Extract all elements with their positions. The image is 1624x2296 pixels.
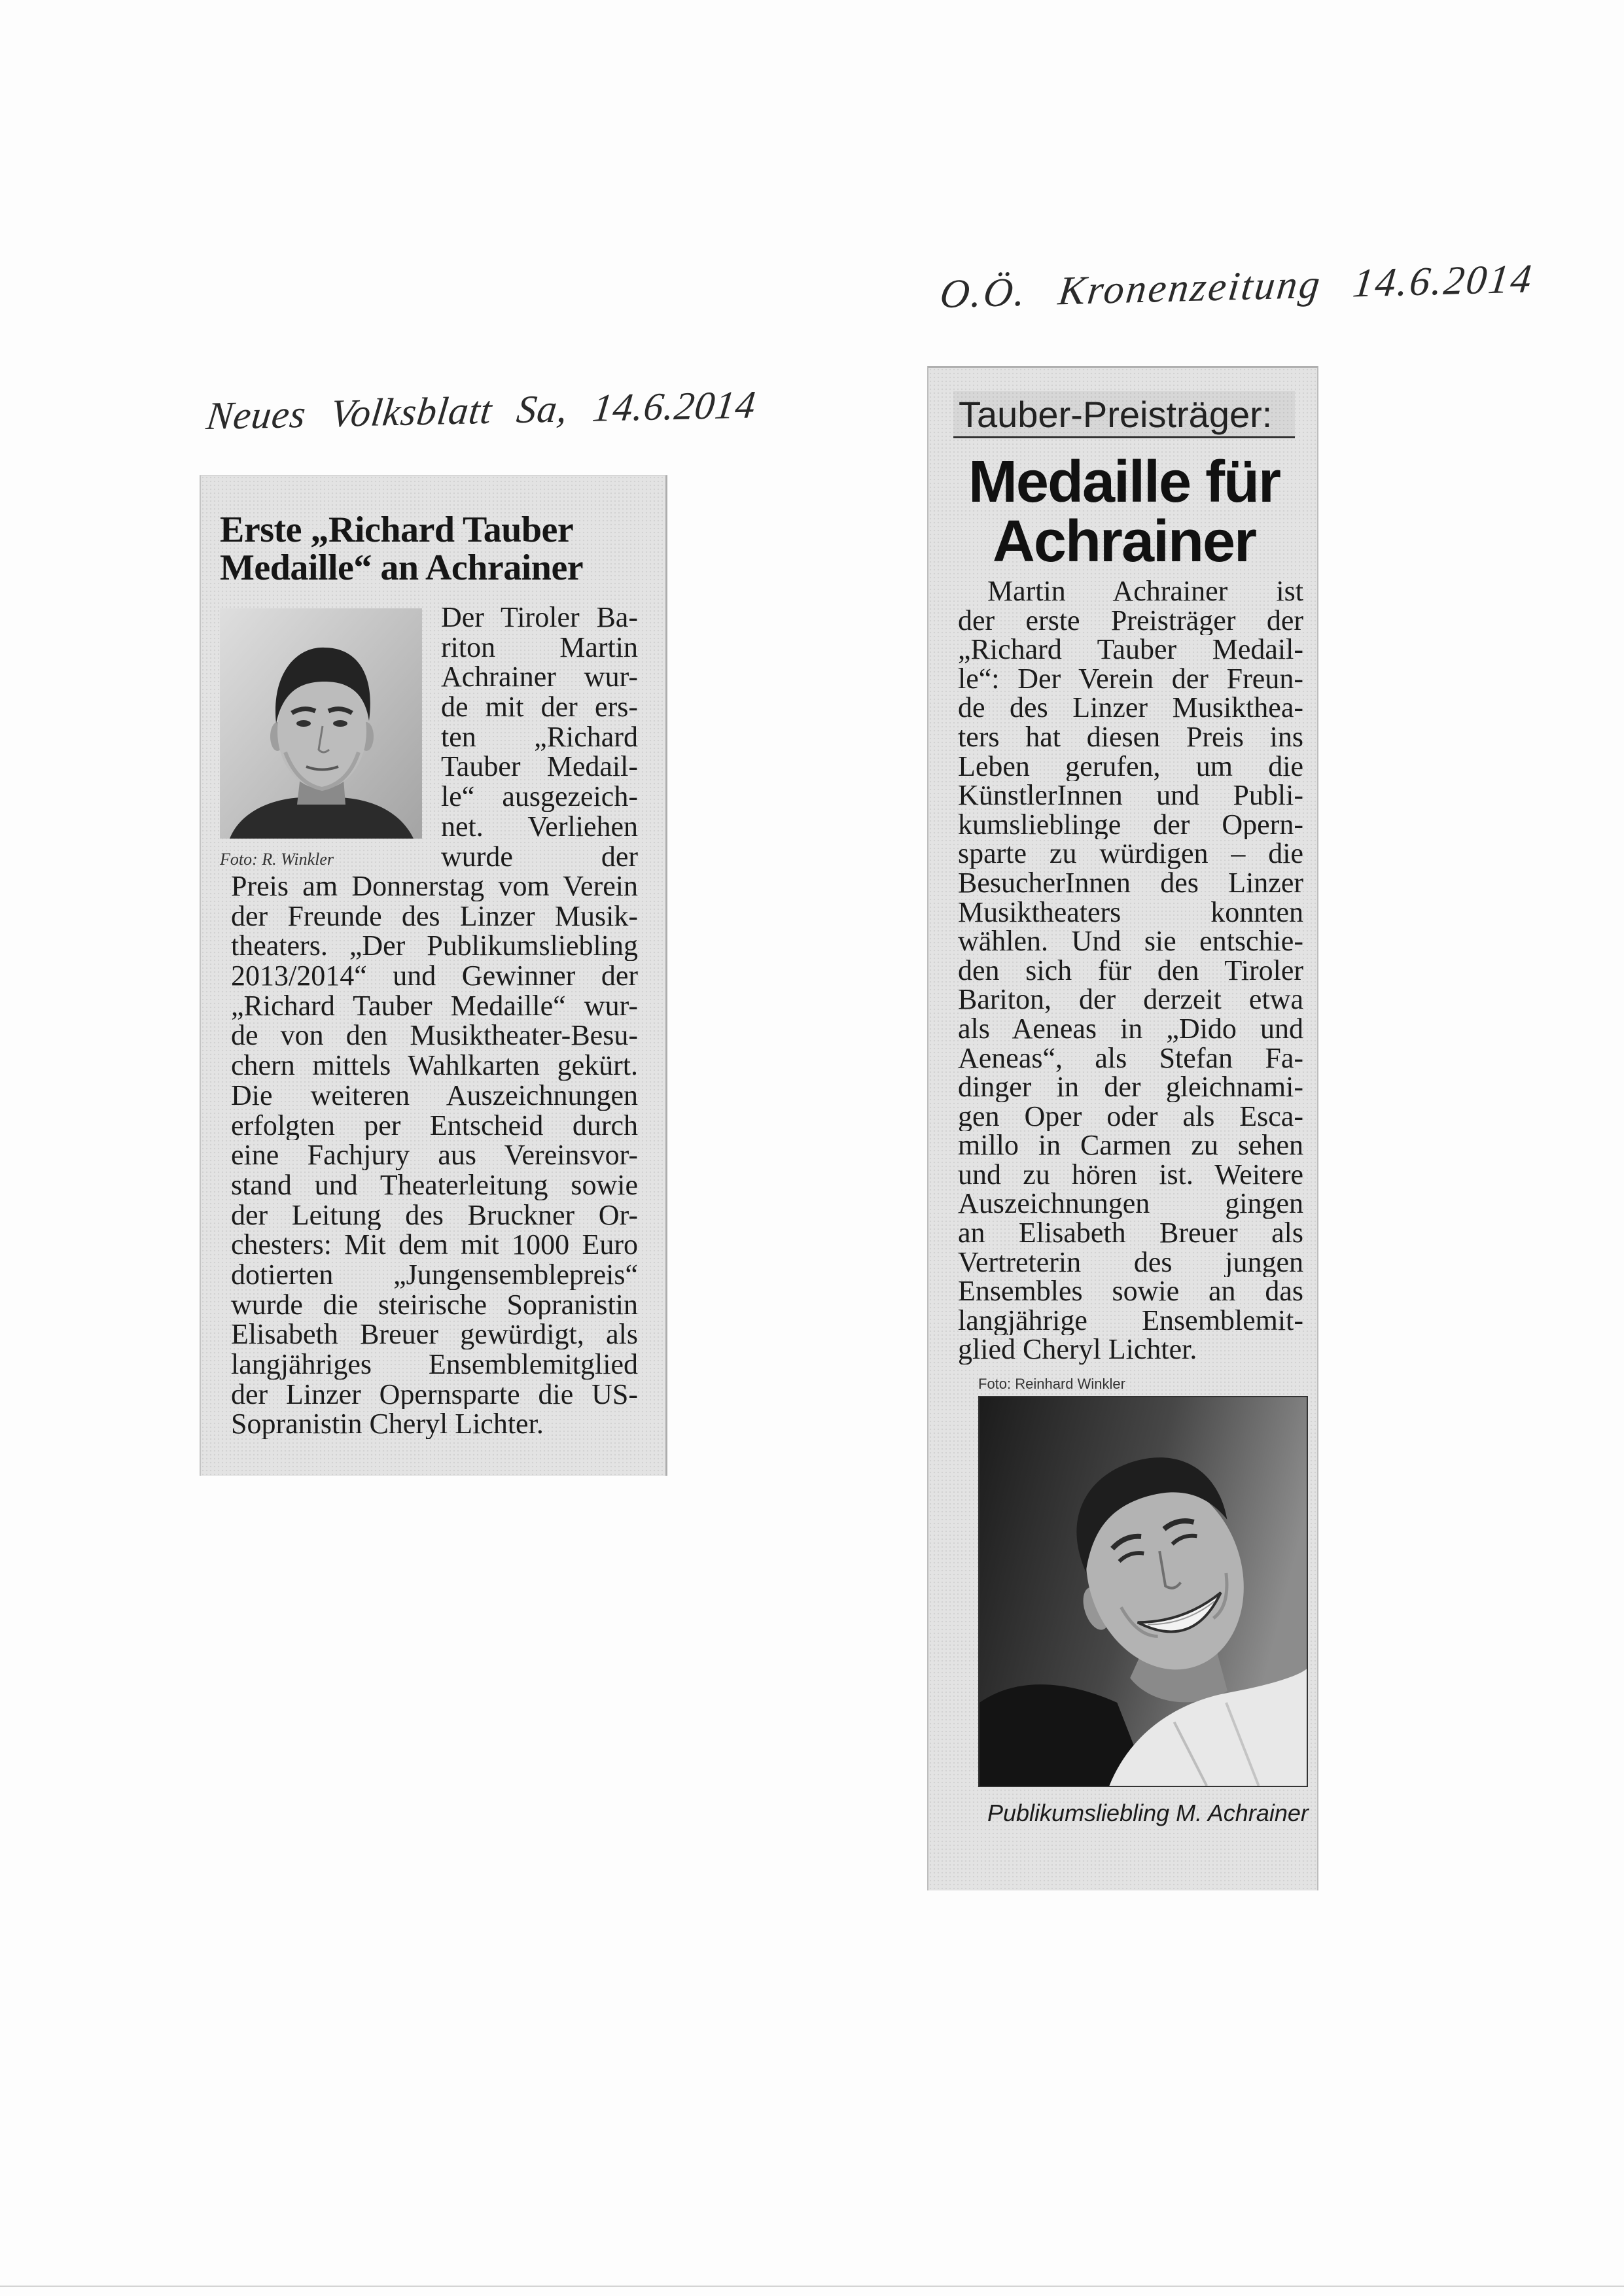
article-body-full-width bbox=[231, 871, 638, 1439]
body-line: stand und Theaterleitung sowie bbox=[231, 1170, 638, 1200]
body-line: le“ ausgezeich- bbox=[441, 782, 638, 812]
body-line: gen Oper oder als Esca- bbox=[958, 1102, 1303, 1132]
photo-credit: Foto: Reinhard Winkler bbox=[978, 1376, 1125, 1392]
body-line: kumslieblinge der Opern- bbox=[958, 810, 1303, 840]
article-headline bbox=[928, 449, 1320, 574]
body-line: an Elisabeth Breuer als bbox=[958, 1219, 1303, 1248]
body-line: den sich für den Tiroler bbox=[958, 956, 1303, 986]
headline-line: Achrainer bbox=[992, 509, 1256, 574]
body-line: Vertreterin des jungen bbox=[958, 1247, 1303, 1278]
article-body-column-beside-photo bbox=[441, 602, 638, 871]
body-line: erfolgten per Entscheid durch bbox=[231, 1110, 638, 1141]
body-line: „Richard Tauber Medail- bbox=[958, 635, 1303, 665]
article-headline bbox=[220, 511, 583, 587]
body-line: wurde der bbox=[441, 841, 638, 872]
body-line: und zu hören ist. Weitere bbox=[958, 1160, 1303, 1190]
body-line: als Aeneas in „Dido und bbox=[958, 1014, 1303, 1044]
body-line: chern mittels Wahlkarten gekürt. bbox=[231, 1051, 638, 1081]
body-line: de des Linzer Musikthea- bbox=[958, 693, 1303, 723]
headline-line: Erste „Richard Tauber bbox=[220, 510, 574, 550]
scan-edge-line bbox=[0, 2286, 1624, 2287]
body-line: Auszeichnungen gingen bbox=[958, 1189, 1303, 1219]
body-line: langjähriges Ensemblemitglied bbox=[231, 1349, 638, 1380]
body-line: Die weiteren Auszeichnungen bbox=[231, 1080, 638, 1111]
body-line: Tauber Medail- bbox=[441, 752, 638, 782]
body-line: wählen. Und sie entschie- bbox=[958, 927, 1303, 956]
body-line: riton Martin bbox=[441, 632, 638, 663]
body-line: der Leitung des Bruckner Or- bbox=[231, 1200, 638, 1230]
body-line: Aeneas“, als Stefan Fa- bbox=[958, 1043, 1303, 1073]
body-line: ters hat diesen Preis ins bbox=[958, 722, 1303, 752]
portrait-photo bbox=[978, 1396, 1308, 1787]
body-line: 2013/2014“ und Gewinner der bbox=[231, 961, 638, 991]
body-line: de von den Musiktheater-Besu- bbox=[231, 1020, 638, 1051]
body-line: Sopranistin Cheryl Lichter. bbox=[231, 1409, 544, 1440]
body-line: net. Verliehen bbox=[441, 811, 638, 842]
body-line: de mit der ers- bbox=[441, 692, 638, 722]
body-line: BesucherInnen des Linzer bbox=[958, 868, 1303, 898]
newspaper-clipping-volksblatt bbox=[200, 475, 667, 1476]
body-line: „Richard Tauber Medaille“ wur- bbox=[231, 990, 638, 1021]
handwritten-source-note-krone: O.Ö. Kronenzeitung 14.6.2014 bbox=[938, 256, 1536, 317]
achrainer-smiling-photo-image bbox=[980, 1397, 1307, 1786]
body-line: eine Fachjury aus Vereinsvor- bbox=[231, 1140, 638, 1170]
handwritten-source-note-volksblatt: Neues Volksblatt Sa, 14.6.2014 bbox=[204, 383, 759, 438]
body-line: der Freunde des Linzer Musik- bbox=[231, 901, 638, 931]
body-line: Ensembles sowie an das bbox=[958, 1277, 1303, 1306]
body-line: theaters. „Der Publikumsliebling bbox=[231, 931, 638, 962]
body-line: Preis am Donnerstag vom Verein bbox=[231, 871, 638, 901]
body-line: der Linzer Opernsparte die US- bbox=[231, 1379, 638, 1410]
headline-line: Medaille für bbox=[968, 449, 1280, 515]
photo-credit: Foto: R. Winkler bbox=[220, 850, 334, 869]
article-kicker: Tauber-Preisträger: bbox=[953, 391, 1295, 438]
body-line: le“: Der Verein der Freun- bbox=[958, 664, 1303, 694]
body-line: langjährige Ensemblemit- bbox=[958, 1306, 1303, 1336]
portrait-photo bbox=[220, 608, 422, 839]
body-line: Leben gerufen, um die bbox=[958, 752, 1303, 782]
body-line: der erste Preisträger der bbox=[958, 606, 1303, 636]
body-line: dotierten „Jungensemblepreis“ bbox=[231, 1259, 638, 1290]
article-body bbox=[958, 577, 1303, 1365]
body-line: ten „Richard bbox=[441, 722, 638, 752]
body-line: Martin Achrainer ist bbox=[987, 577, 1303, 606]
body-line: Musiktheaters konnten bbox=[958, 897, 1303, 928]
body-line: Achrainer wur- bbox=[441, 662, 638, 693]
newspaper-clipping-kronenzeitung bbox=[927, 366, 1318, 1890]
body-line: Der Tiroler Ba- bbox=[441, 602, 638, 633]
body-line: KünstlerInnen und Publi- bbox=[958, 781, 1303, 810]
body-line: glied Cheryl Lichter. bbox=[958, 1335, 1197, 1365]
achrainer-portrait-image bbox=[220, 608, 422, 839]
body-line: dinger in der gleichnami- bbox=[958, 1073, 1303, 1102]
body-line: wurde die steirische Sopranistin bbox=[231, 1289, 638, 1320]
body-line: millo in Carmen zu sehen bbox=[958, 1131, 1303, 1160]
body-line: Elisabeth Breuer gewürdigt, als bbox=[231, 1319, 638, 1349]
photo-caption: Publikumsliebling M. Achrainer bbox=[987, 1800, 1309, 1826]
body-line: chesters: Mit dem mit 1000 Euro bbox=[231, 1230, 638, 1260]
body-line: sparte zu würdigen – die bbox=[958, 839, 1303, 869]
body-line: Bariton, der derzeit etwa bbox=[958, 985, 1303, 1015]
headline-line: Medaille“ an Achrainer bbox=[220, 548, 584, 588]
